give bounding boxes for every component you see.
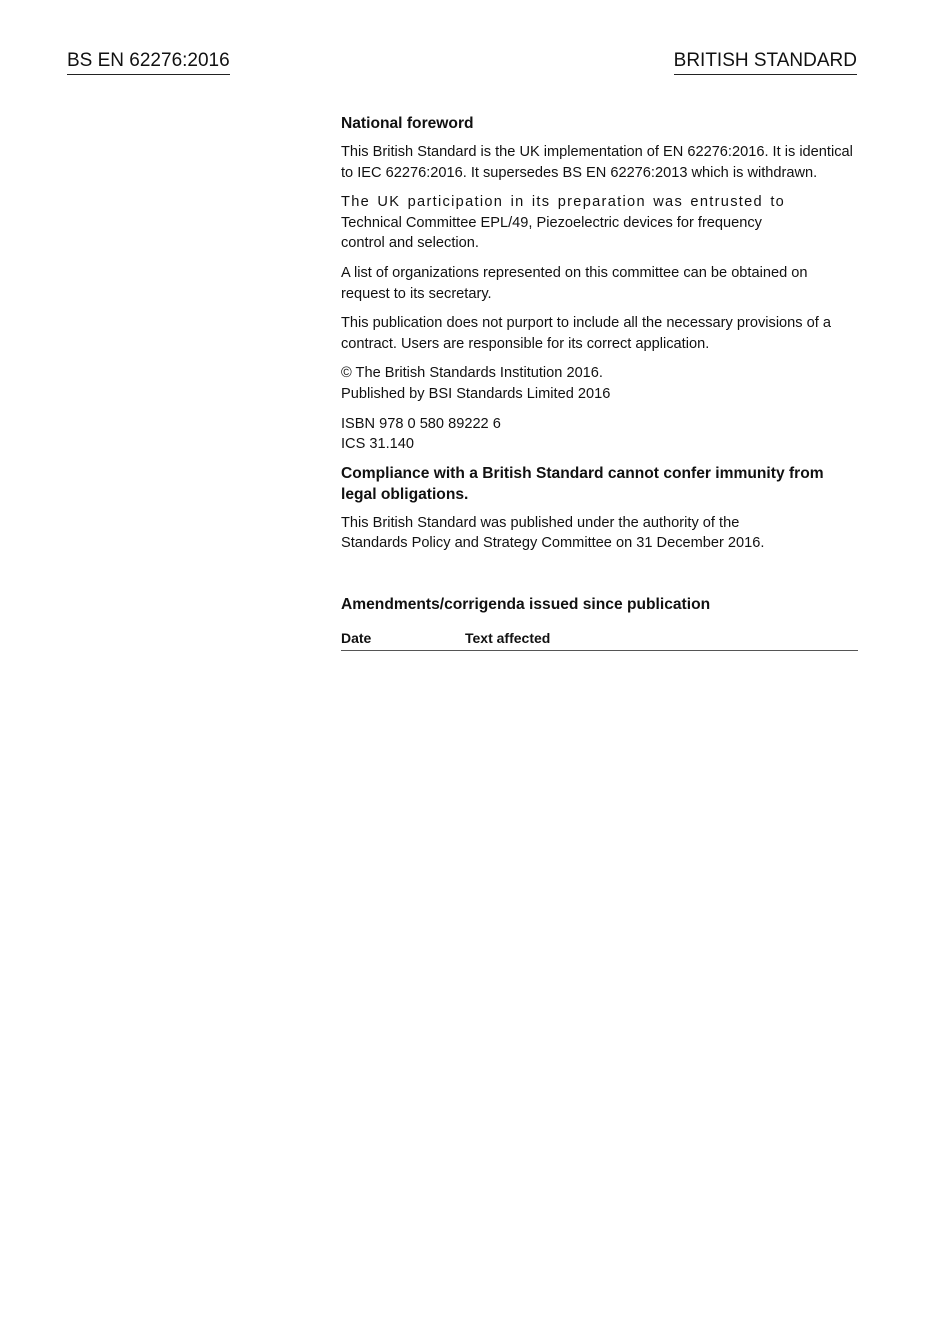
participation-line-1: The UK participation in its preparation was entrusted to (341, 194, 786, 211)
copyright-block (341, 363, 858, 404)
foreword-paragraph-committee: A list of organizations represented on this committee can be obtained on request to its secretary. (341, 264, 808, 302)
isbn-line: ISBN 978 0 580 89222 6 (341, 415, 501, 432)
foreword-paragraph-contract: This publication does not purport to include all the necessary provisions of a contract. Users are responsible for its correct application. (341, 315, 831, 352)
foreword-paragraph-participation (341, 192, 858, 254)
foreword-title: National foreword (341, 115, 474, 132)
authority-line-2: Standards Policy and Strategy Committee on 31 December 2016. (341, 535, 765, 552)
compliance-statement: Compliance with a British Standard cannot confer immunity from legal obligations. (341, 464, 824, 503)
participation-line-3: control and selection. (341, 235, 479, 252)
amendments-title: Amendments/corrigenda issued since publication (341, 595, 711, 613)
amendments-column-date: Date (341, 629, 372, 646)
foreword-section (341, 113, 858, 651)
authority-line-1: This British Standard was published under the authority of the (341, 514, 740, 531)
identifier-block (341, 414, 858, 455)
ics-line: ICS 31.140 (341, 436, 415, 453)
authority-statement (341, 513, 858, 554)
foreword-paragraph-implementation: This British Standard is the UK implementation of EN 62276:2016. It is identical to IEC 62276:2016. It supersedes BS EN 62276:2013 which is withdrawn. (341, 144, 853, 181)
document-code: BS EN 62276:2016 (67, 50, 230, 75)
copyright-line: © The British Standards Institution 2016. (341, 365, 603, 382)
amendments-table-header (341, 629, 858, 651)
standard-type: BRITISH STANDARD (674, 50, 857, 75)
participation-line-2: Technical Committee EPL/49, Piezoelectric devices for frequency (341, 214, 762, 231)
published-line: Published by BSI Standards Limited 2016 (341, 385, 611, 402)
amendments-column-text: Text affected (465, 629, 551, 646)
